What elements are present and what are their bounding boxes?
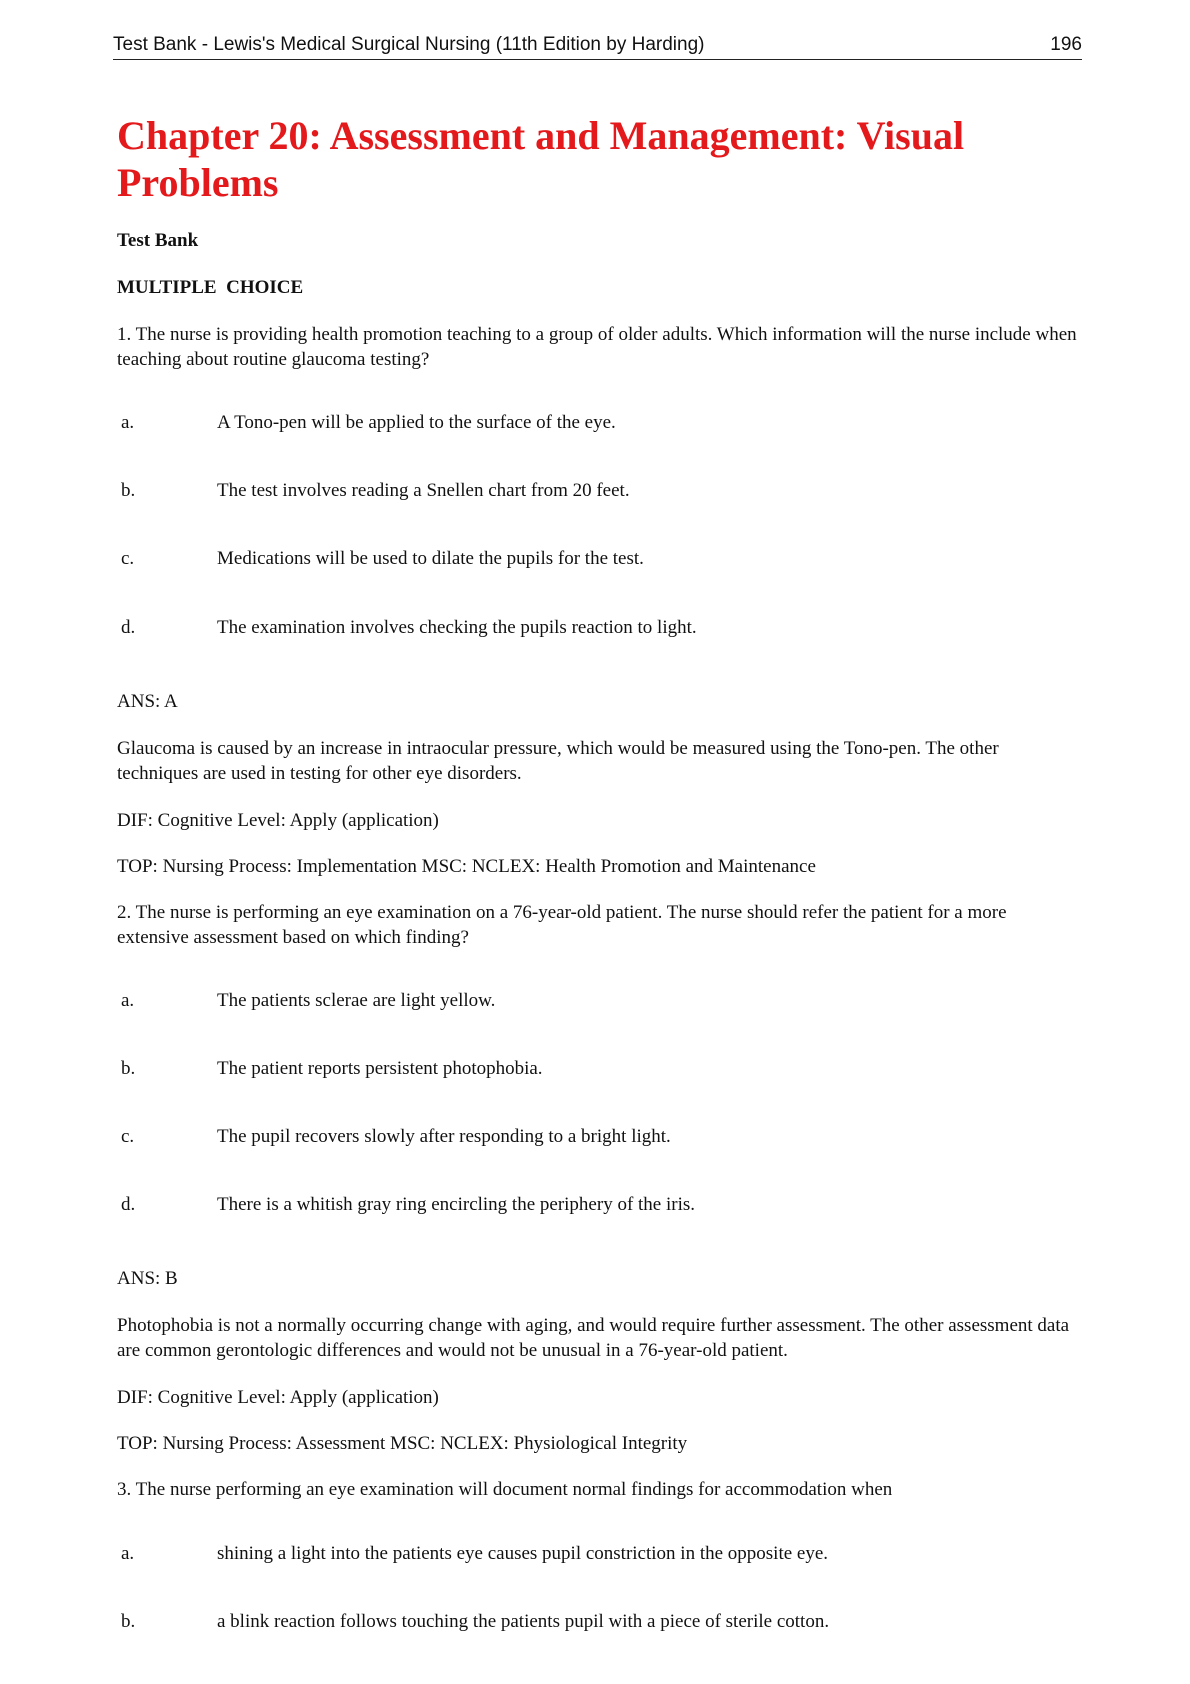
option-text: a blink reaction follows touching the patients pupil with a piece of sterile cotton.	[217, 1611, 830, 1632]
option-text: shining a light into the patients eye causes pupil constriction in the opposite eye.	[217, 1543, 829, 1564]
option-letter: b.	[121, 1611, 136, 1632]
option-text: The test involves reading a Snellen chart from 20 feet.	[217, 480, 630, 501]
option-letter: c.	[121, 1126, 135, 1147]
option-letter: d.	[121, 1194, 136, 1215]
question-1-stem: 1. The nurse is providing health promotion teaching to a group of older adults. Which information will the nurse include when teaching about routine glaucoma testing?	[117, 324, 1077, 370]
question-2-rationale: Photophobia is not a normally occurring change with aging, and would require further assessment. The other assessment data are common gerontologic differences and would not be unusual in a 76-year-old patient.	[117, 1315, 1070, 1361]
section-heading: Test Bank	[117, 230, 199, 251]
option-letter: c.	[121, 548, 135, 569]
option-text: A Tono-pen will be applied to the surface of the eye.	[217, 412, 616, 433]
option-text: The pupil recovers slowly after responding to a bright light.	[217, 1126, 671, 1147]
question-3-stem: 3. The nurse performing an eye examination will document normal findings for accommodation when	[117, 1479, 893, 1500]
question-1-difficulty: DIF: Cognitive Level: Apply (application)	[117, 810, 439, 831]
option-text: The patients sclerae are light yellow.	[217, 990, 496, 1011]
question-2-stem: 2. The nurse is performing an eye examination on a 76-year-old patient. The nurse should refer the patient for a more extensive assessment based on which finding?	[117, 902, 1007, 948]
page-number: 196	[1050, 34, 1082, 55]
question-1-rationale: Glaucoma is caused by an increase in intraocular pressure, which would be measured using the Tono-pen. The other techniques are used in testing for other eye disorders.	[117, 738, 999, 784]
option-letter: a.	[121, 990, 135, 1011]
question-1-topic: TOP: Nursing Process: Implementation MSC: NCLEX: Health Promotion and Maintenance	[117, 856, 816, 877]
question-1-answer: ANS: A	[117, 691, 178, 712]
header-title: Test Bank - Lewis's Medical Surgical Nursing (11th Edition by Harding)	[113, 34, 705, 55]
option-text: There is a whitish gray ring encircling the periphery of the iris.	[217, 1194, 696, 1215]
option-letter: d.	[121, 617, 136, 638]
subsection-heading: MULTIPLE CHOICE	[117, 277, 304, 298]
option-text: The examination involves checking the pupils reaction to light.	[217, 617, 697, 638]
option-text: The patient reports persistent photophobia.	[217, 1058, 543, 1079]
option-letter: a.	[121, 1543, 135, 1564]
option-letter: a.	[121, 412, 135, 433]
option-letter: b.	[121, 480, 136, 501]
question-2-difficulty: DIF: Cognitive Level: Apply (application)	[117, 1387, 439, 1408]
option-letter: b.	[121, 1058, 136, 1079]
question-2-topic: TOP: Nursing Process: Assessment MSC: NCLEX: Physiological Integrity	[117, 1433, 688, 1454]
question-2-answer: ANS: B	[117, 1268, 178, 1289]
option-text: Medications will be used to dilate the pupils for the test.	[217, 548, 644, 569]
running-header	[113, 34, 1082, 60]
chapter-title: Chapter 20: Assessment and Management: Visual Problems	[117, 113, 965, 205]
